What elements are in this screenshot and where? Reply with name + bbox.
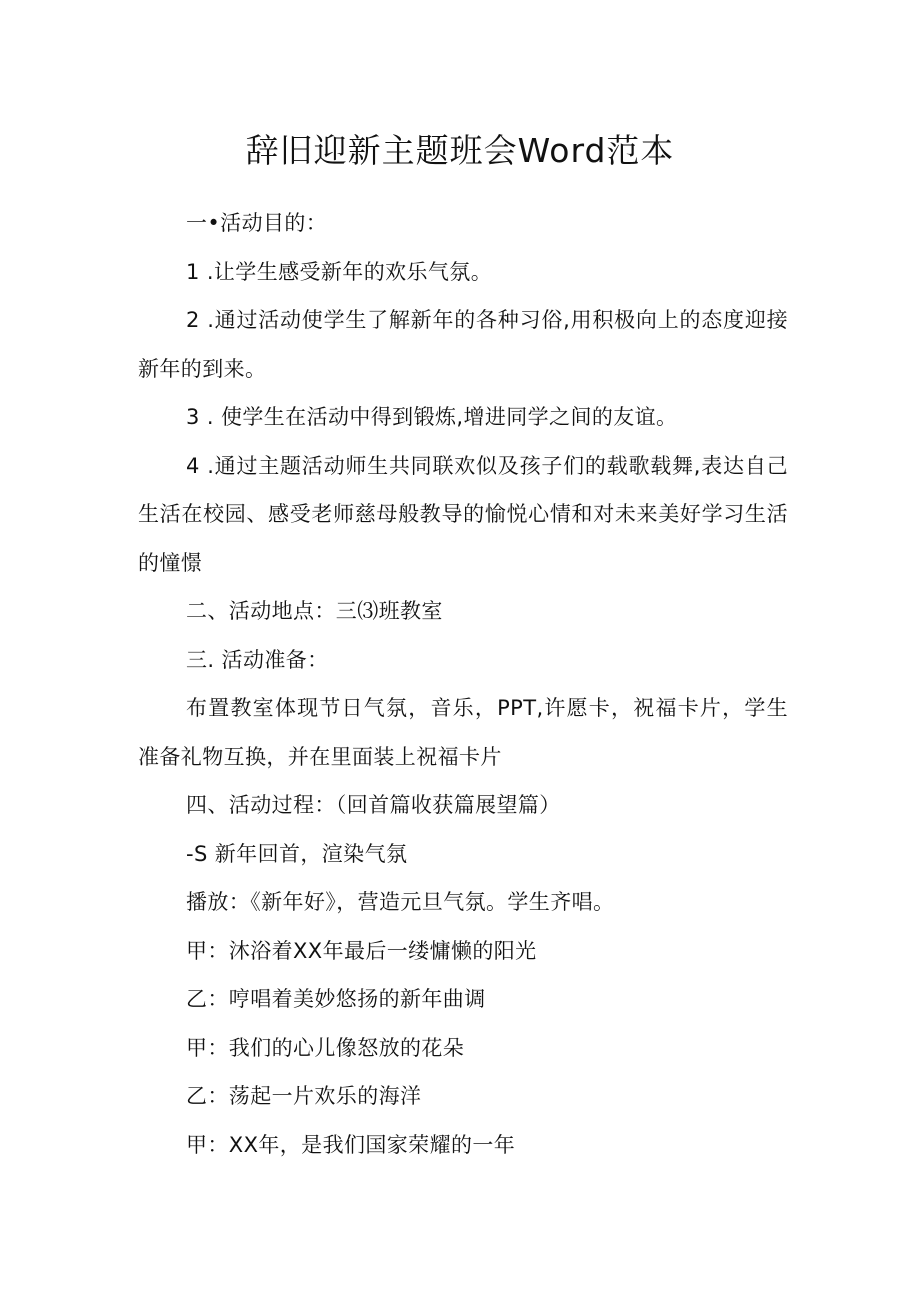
paragraph-process-heading: 四、活动过程：（回首篇收获篇展望篇） [186, 793, 561, 817]
paragraph-location: 二、活动地点：三⑶班教室 [186, 599, 443, 623]
paragraph-preparation-heading: 三. 活动准备： [186, 647, 329, 672]
paragraph-review-heading: -S 新年回首，渲染气氛 [186, 841, 408, 866]
paragraph-goal-2: 2 .通过活动使学生了解新年的各种习俗,用积极向上的态度迎接新年的到来。 [138, 308, 788, 381]
paragraph-preparation-detail: 布置教室体现节日气氛，音乐，PPT,许愿卡，祝福卡片，学生准备礼物互换，并在里面装上祝福卡片 [138, 696, 788, 769]
paragraph-dialogue-1: 甲：沐浴着XX年最后一缕慵懒的阳光 [186, 938, 537, 963]
paragraph-section-goal-heading: 一•活动目的： [186, 211, 328, 235]
paragraph-play-song: 播放：《新年好》，营造元旦气氛。学生齐唱。 [186, 890, 615, 914]
page-title: 辞旧迎新主题班会Word范本 [245, 131, 675, 170]
paragraph-dialogue-3: 甲：我们的心儿像怒放的花朵 [186, 1035, 465, 1060]
paragraph-dialogue-4: 乙：荡起一片欢乐的海洋 [186, 1084, 422, 1108]
paragraph-dialogue-5: 甲：XX年，是我们国家荣耀的一年 [186, 1132, 516, 1157]
paragraph-goal-4: 4 .通过主题活动师生共同联欢似及孩子们的载歌载舞,表达自己生活在校园、感受老师慈母般教导的愉悦心情和对未来美好学习生活的憧憬 [138, 453, 788, 575]
paragraph-goal-1: 1 .让学生感受新年的欢乐气氛。 [186, 259, 493, 284]
paragraph-dialogue-2: 乙：哼唱着美妙悠扬的新年曲调 [186, 987, 486, 1011]
paragraph-goal-3: 3 . 使学生在活动中得到锻炼,增进同学之间的友谊。 [186, 405, 678, 429]
document-body [138, 199, 788, 1169]
